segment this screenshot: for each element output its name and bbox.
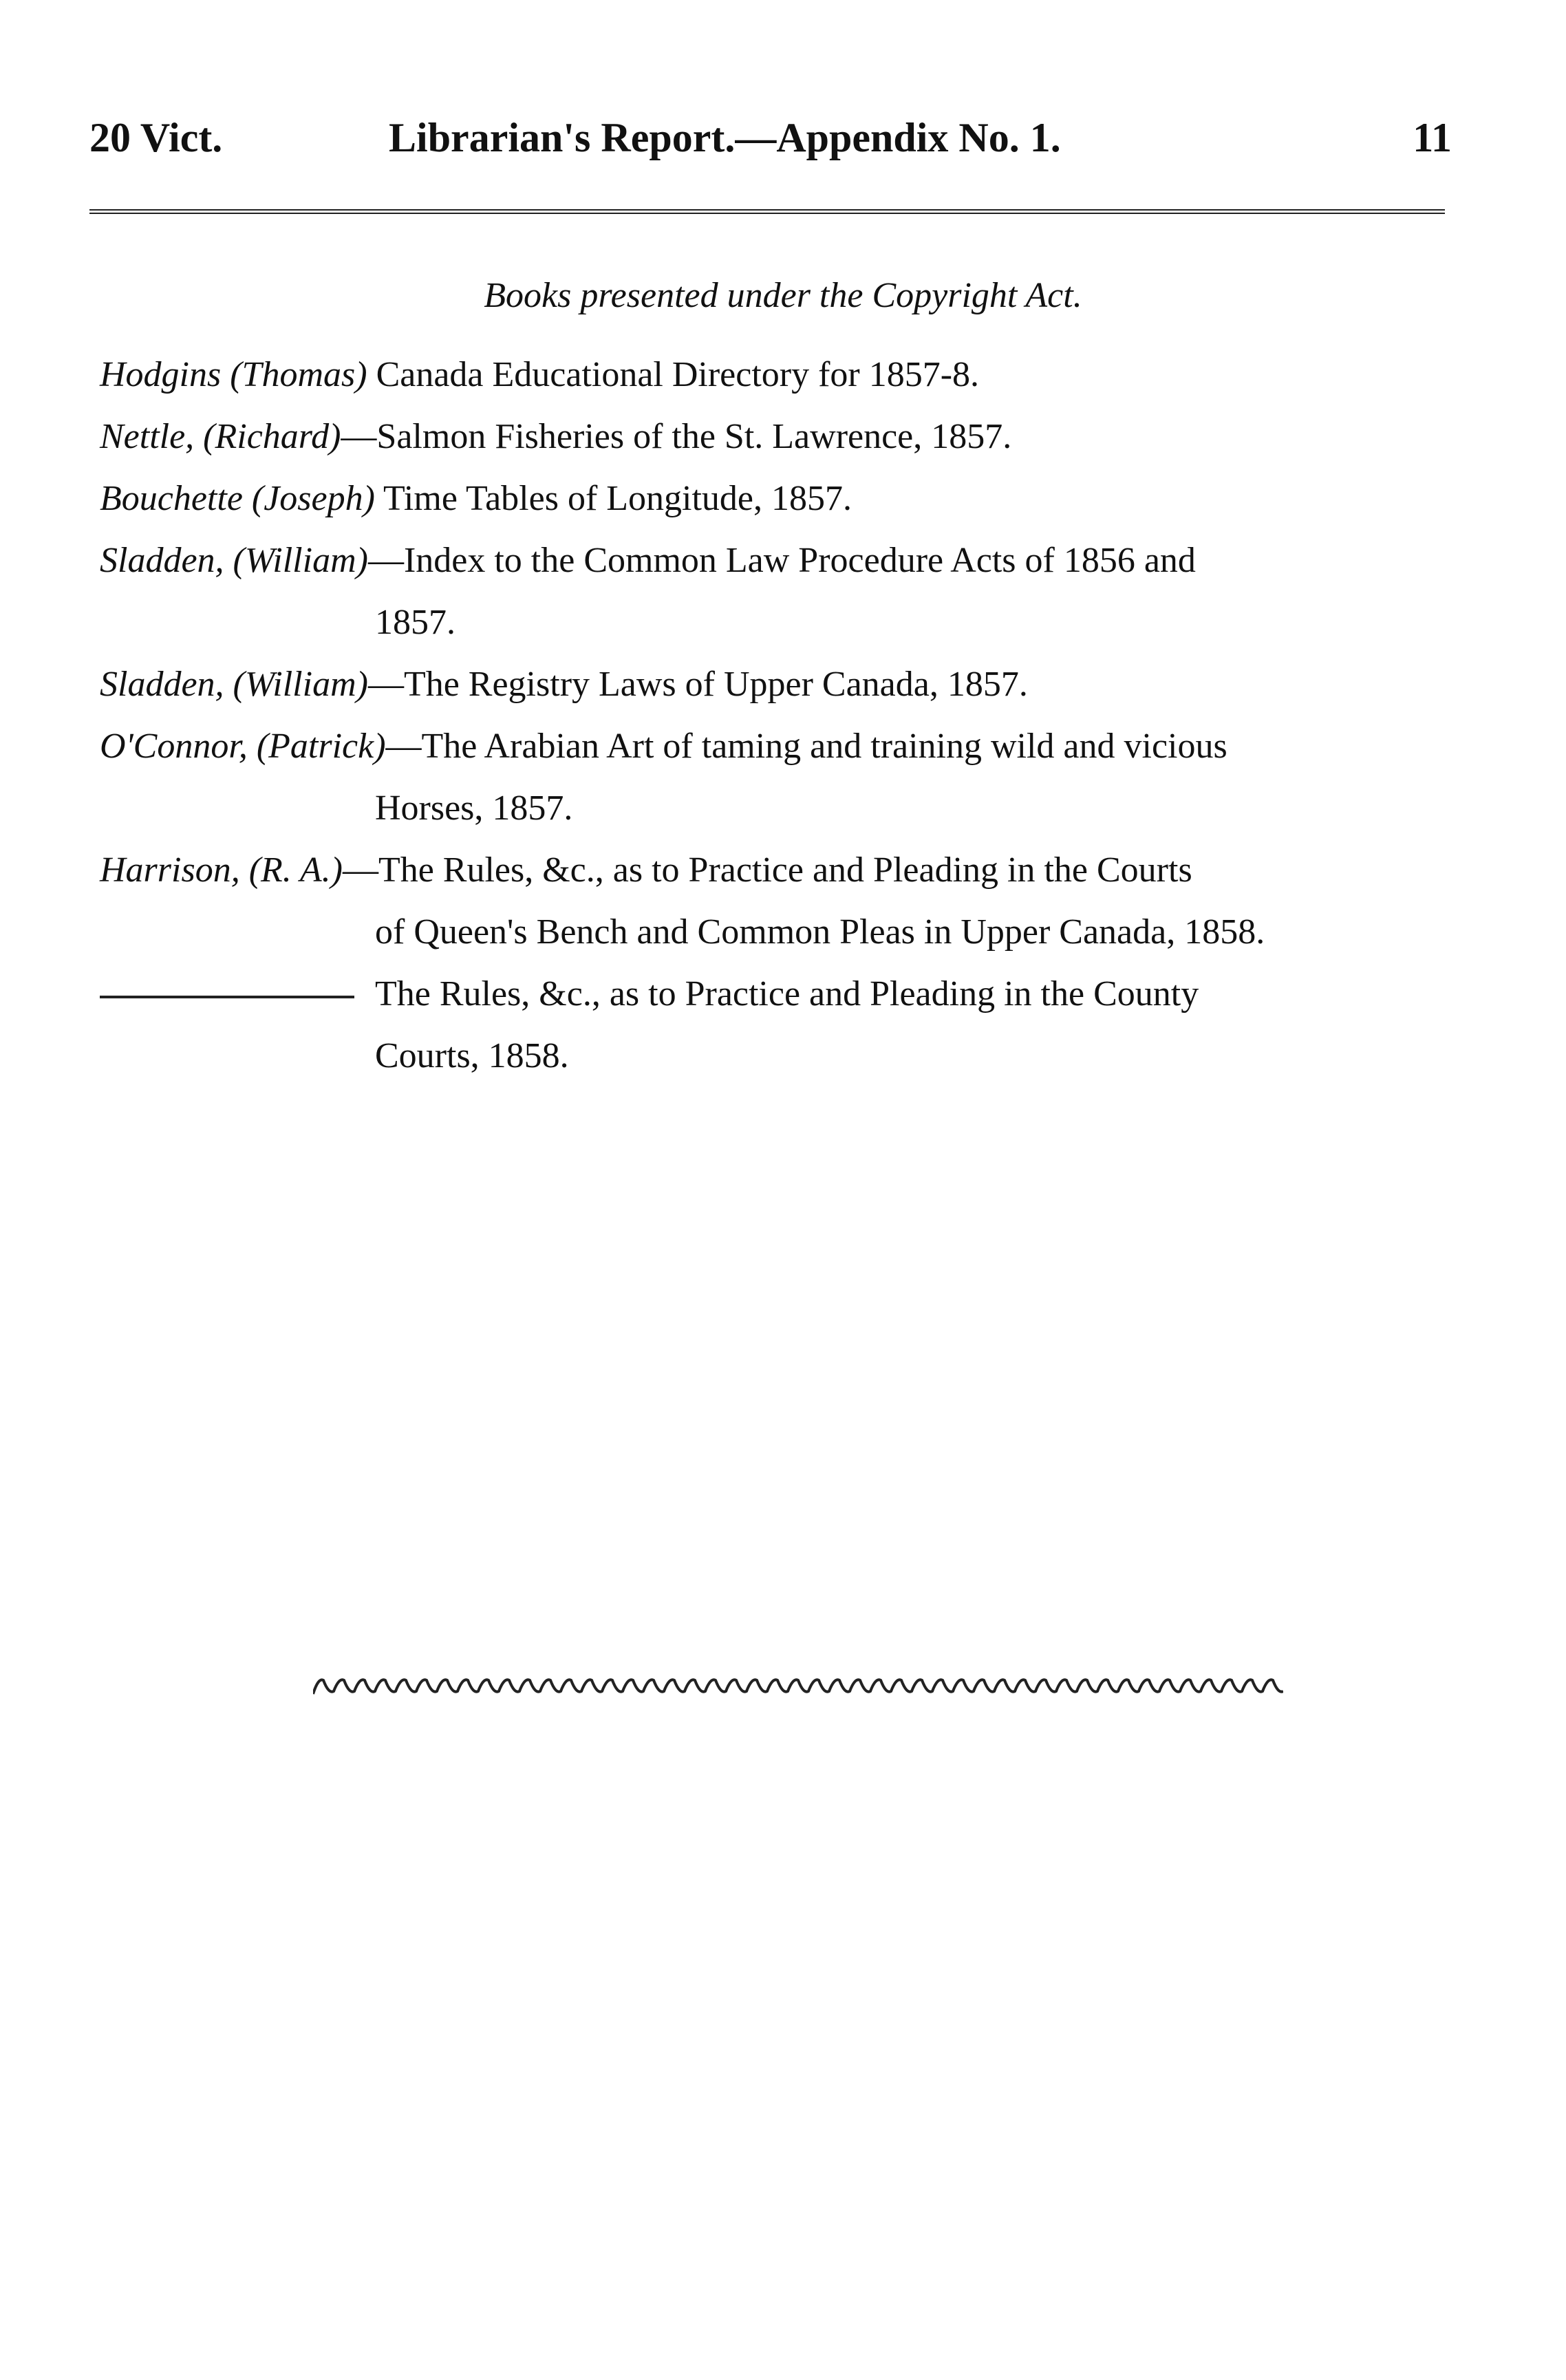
list-item xyxy=(100,406,1445,468)
entry-author: Sladden, (William) xyxy=(100,665,368,704)
entry-title: Time Tables of Longitude, 1857. xyxy=(383,479,852,518)
list-item xyxy=(100,468,1445,530)
wavy-divider-ornament xyxy=(313,1672,1283,1700)
entry-title: —Salmon Fisheries of the St. Lawrence, 1857. xyxy=(341,417,1012,456)
entry-author: Bouchette (Joseph) xyxy=(100,479,375,518)
ditto-rule xyxy=(100,996,354,998)
session-label: 20 Vict. xyxy=(89,115,223,160)
list-item xyxy=(100,344,1445,406)
entry-title-continuation: Courts, 1858. xyxy=(375,1036,569,1075)
page-number: 11 xyxy=(1413,115,1452,160)
list-item xyxy=(100,654,1445,716)
entry-title-continuation: Horses, 1857. xyxy=(375,789,573,828)
entry-author: O'Connor, (Patrick) xyxy=(100,727,386,766)
entry-title: —The Registry Laws of Upper Canada, 1857. xyxy=(367,665,1028,704)
entry-title-continuation: 1857. xyxy=(375,603,455,642)
entry-author: Hodgins (Thomas) xyxy=(100,355,367,394)
entry-title: The Rules, &c., as to Practice and Pleading in the County xyxy=(375,974,1199,1014)
list-item xyxy=(100,530,1445,654)
section-heading: Books presented under the Copyright Act. xyxy=(484,276,1082,315)
entry-title: —The Arabian Art of taming and training wild and vicious xyxy=(385,727,1227,766)
list-item xyxy=(100,963,1445,1087)
entry-title-continuation: of Queen's Bench and Common Pleas in Upper Canada, 1858. xyxy=(375,912,1265,952)
book-list xyxy=(100,344,1445,1087)
list-item xyxy=(100,716,1445,839)
entry-title: Canada Educational Directory for 1857-8. xyxy=(376,355,980,394)
entry-author: Nettle, (Richard) xyxy=(100,417,341,456)
entry-title: —Index to the Common Law Procedure Acts of 1856 and xyxy=(367,541,1196,580)
running-head xyxy=(89,110,1452,165)
entry-author: Sladden, (William) xyxy=(100,541,368,580)
report-title: Librarian's Report.—Appendix No. 1. xyxy=(389,115,1061,160)
entry-author: Harrison, (R. A.) xyxy=(100,850,343,890)
list-item xyxy=(100,839,1445,963)
entry-title: —The Rules, &c., as to Practice and Pleading in the Courts xyxy=(342,850,1192,890)
header-double-rule xyxy=(89,209,1445,215)
